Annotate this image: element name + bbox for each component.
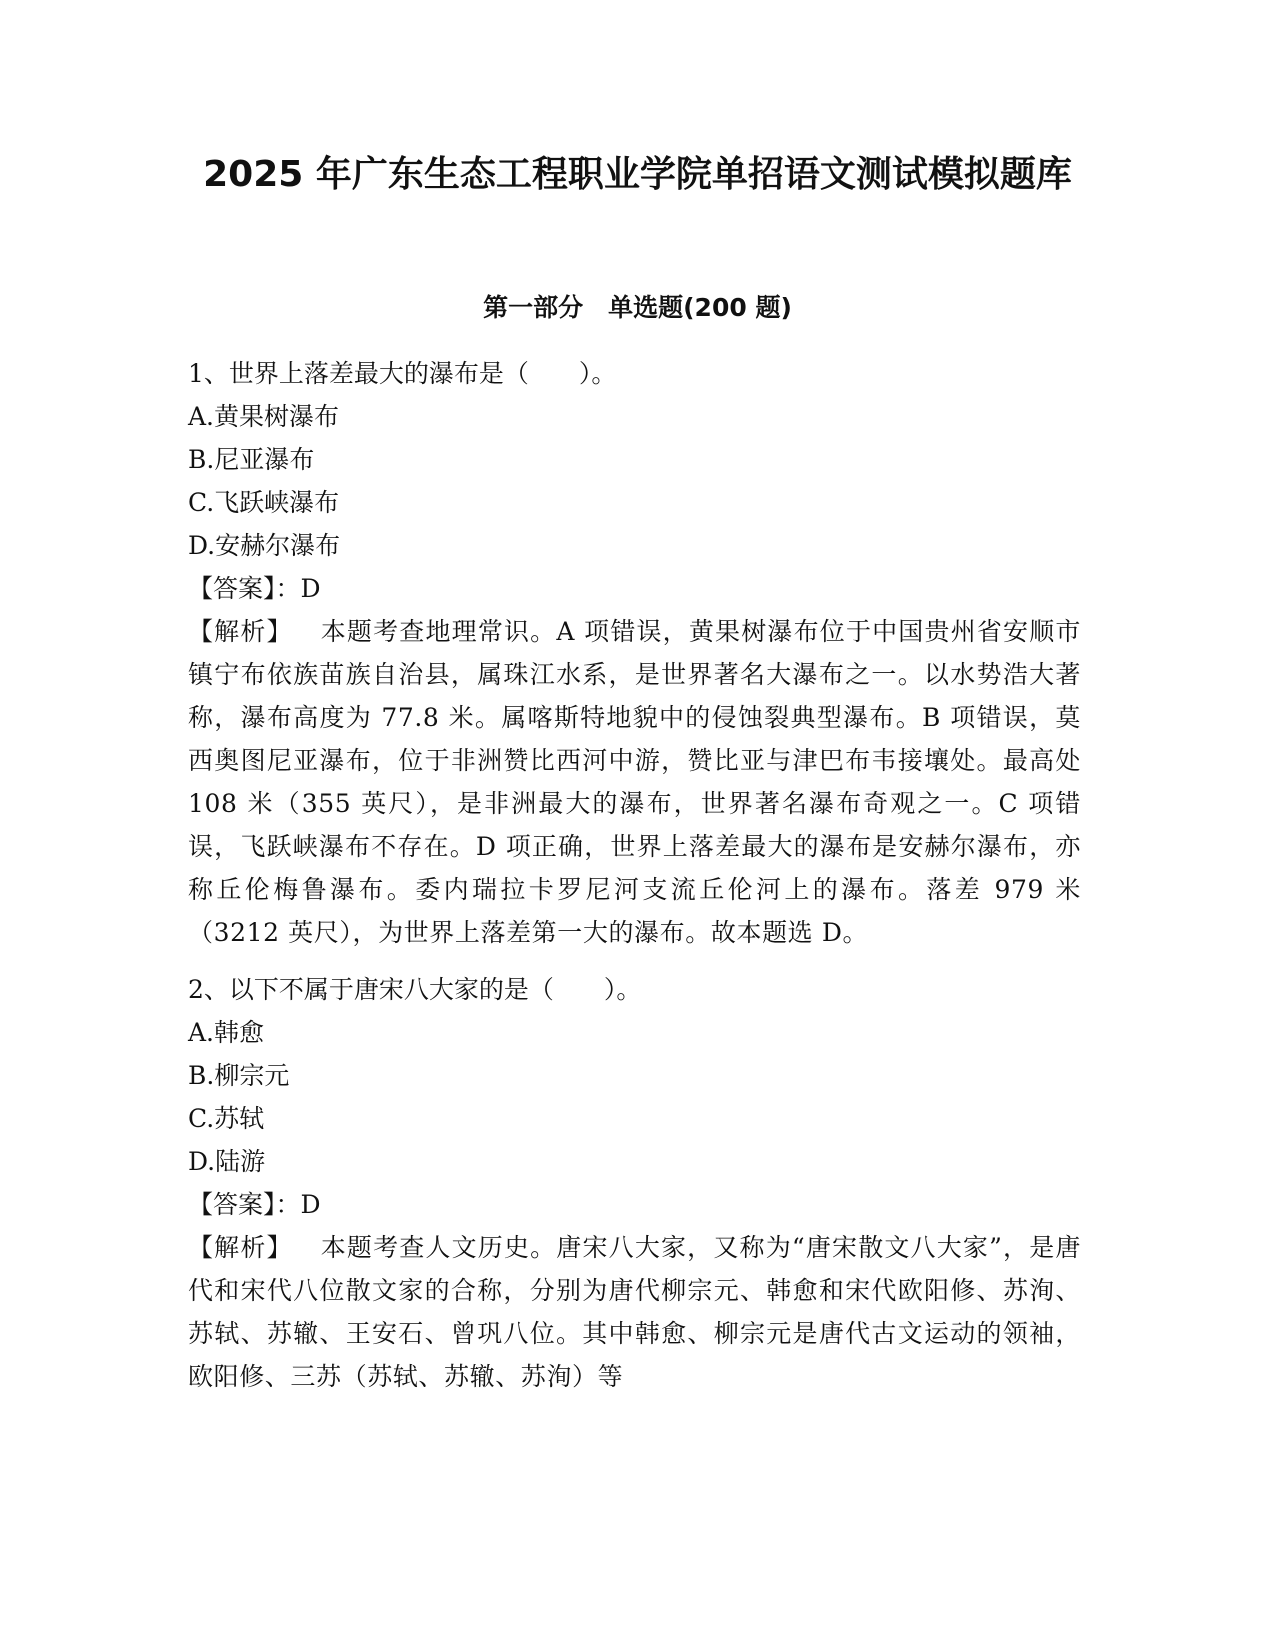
question-list bbox=[188, 352, 1081, 1412]
answer-value: D bbox=[300, 1190, 321, 1219]
question-stem: 2、以下不属于唐宋八大家的是（ ）。 bbox=[188, 975, 642, 1004]
question-stem: 1、世界上落差最大的瀑布是（ ）。 bbox=[188, 359, 617, 388]
explanation-text: 本题考查人文历史。唐宋八大家，又称为“唐宋散文八大家”，是唐代和宋代八位散文家的合称，分别为唐代柳宗元、韩愈和宋代欧阳修、苏洵、苏轼、苏辙、王安石、曾巩八位。其中韩愈、柳宗元是唐代古文运动的领袖，欧阳修、三苏（苏轼、苏辙、苏洵）等 bbox=[188, 1233, 1081, 1391]
option-a: A.韩愈 bbox=[188, 1018, 265, 1047]
explanation-label: 【解析】 bbox=[188, 1233, 293, 1262]
answer-label: 【答案】： bbox=[188, 1190, 301, 1219]
explanation bbox=[188, 610, 1081, 954]
option-c: C.苏轼 bbox=[188, 1104, 265, 1133]
question-1 bbox=[188, 352, 1081, 954]
option-b: B.尼亚瀑布 bbox=[188, 445, 315, 474]
answer bbox=[188, 1183, 1081, 1226]
explanation-text: 本题考查地理常识。A 项错误，黄果树瀑布位于中国贵州省安顺市镇宁布依族苗族自治县，属珠江水系，是世界著名大瀑布之一。以水势浩大著称，瀑布高度为 77.8 米。属喀斯特地貌中的侵蚀裂典型瀑布。B 项错误，莫西奥图尼亚瀑布，位于非洲赞比西河中游，赞比亚与津巴布韦接壤处。最高处 108 米（355 英尺），是非洲最大的瀑布，世界著名瀑布奇观之一。C 项错误，飞跃峡瀑布不存在。D 项正确，世界上落差最大的瀑布是安赫尔瀑布，亦称丘伦梅鲁瀑布。委内瑞拉卡罗尼河支流丘伦河上的瀑布。落差 979 米（3212 英尺），为世界上落差第一大的瀑布。故本题选 D。 bbox=[188, 617, 1081, 947]
option-d: D.安赫尔瀑布 bbox=[188, 531, 341, 560]
answer-value: D bbox=[300, 574, 321, 603]
explanation bbox=[188, 1226, 1081, 1398]
document-title: 2025 年广东生态工程职业学院单招语文测试模拟题库 bbox=[203, 154, 1072, 195]
option-c: C.飞跃峡瀑布 bbox=[188, 488, 340, 517]
explanation-label: 【解析】 bbox=[188, 617, 293, 646]
answer-label: 【答案】： bbox=[188, 574, 301, 603]
answer bbox=[188, 567, 1081, 610]
section-title: 第一部分 单选题(200 题) bbox=[483, 293, 792, 322]
option-a: A.黄果树瀑布 bbox=[188, 402, 340, 431]
option-d: D.陆游 bbox=[188, 1147, 266, 1176]
question-2 bbox=[188, 968, 1081, 1398]
option-b: B.柳宗元 bbox=[188, 1061, 290, 1090]
